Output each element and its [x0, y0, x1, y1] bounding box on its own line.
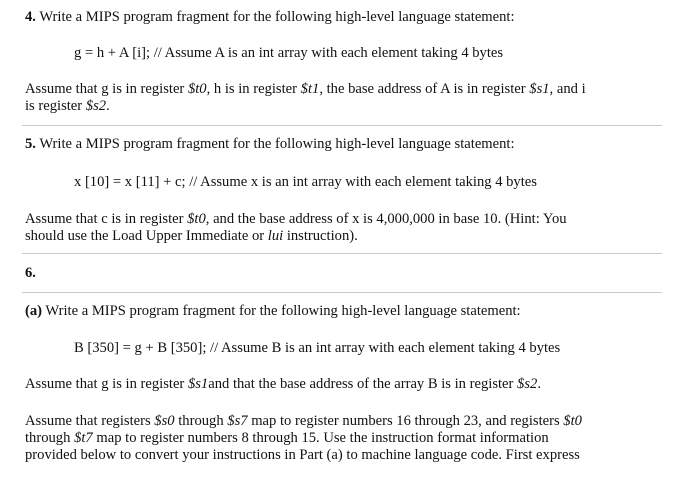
q6-mapping-line-3: provided below to convert your instructions in Part (a) to machine language code. First express: [25, 447, 580, 463]
q5-text: instruction).: [283, 228, 358, 244]
q6-number: 6.: [25, 265, 36, 281]
q5-register: $t0: [187, 211, 206, 227]
q5-text: Assume that c is in register: [25, 211, 188, 227]
section-divider: [22, 253, 662, 254]
q6-register: $t7: [74, 430, 93, 446]
q6-assumption: [25, 376, 541, 393]
section-divider: [22, 292, 662, 293]
q4-register: $t1: [300, 81, 320, 97]
q6-mapping-line-2: [25, 430, 549, 447]
q4-text: Assume that g is in register: [25, 81, 188, 97]
q5-statement: x [10] = x [11] + c; // Assume x is an int array with each element taking 4 bytes: [74, 174, 537, 190]
q6-part-a-label: (a): [25, 303, 43, 319]
q4-header: [25, 9, 515, 26]
q6-register: $t0: [563, 413, 582, 429]
q6-register: $s0: [154, 413, 175, 429]
q4-text: is register: [25, 98, 86, 114]
section-divider: [22, 125, 662, 126]
q4-header-text: Write a MIPS program fragment for the following high-level language statement:: [39, 9, 515, 25]
q4-text: , h is in register: [206, 81, 301, 97]
q6-part-a-header-text: Write a MIPS program fragment for the following high-level language statement:: [42, 303, 521, 319]
q4-number: 4.: [25, 9, 36, 25]
q6-register: $s7: [227, 413, 248, 429]
q4-statement: g = h + A [i]; // Assume A is an int array with each element taking 4 bytes: [74, 45, 504, 61]
q6-part-a-header: [25, 303, 521, 320]
q4-assumption-line-1: [25, 81, 586, 98]
q6-text: Assume that g is in register: [25, 376, 188, 392]
q6-text: map to register numbers 8 through 15. Use the instruction format information: [92, 430, 549, 446]
q5-text: , and the base address of x is 4,000,000 in base 10. (Hint: You: [205, 211, 567, 227]
q4-text: , and i: [549, 81, 586, 97]
q6-text: map to register numbers 16 through 23, and registers: [247, 413, 564, 429]
q5-header-text: Write a MIPS program fragment for the following high-level language statement:: [39, 136, 515, 152]
q5-lui: lui: [267, 228, 284, 244]
q6-text: .: [537, 376, 541, 392]
q6-register: $s1: [187, 376, 209, 392]
q4-register: $t0: [187, 81, 207, 97]
q6-mapping-line-1: [25, 413, 582, 430]
q6-register: $s2: [517, 376, 538, 392]
q4-register: $s2: [85, 98, 107, 114]
q5-assumption-line-2: [25, 228, 358, 245]
q4-assumption-line-2: [25, 98, 110, 115]
q5-header: [25, 136, 515, 153]
q6-statement: B [350] = g + B [350]; // Assume B is an int array with each element taking 4 bytes: [74, 340, 561, 356]
q5-text: should use the Load Upper Immediate or: [25, 228, 268, 244]
q4-text: , the base address of A is in register: [319, 81, 530, 97]
q5-assumption-line-1: [25, 211, 567, 228]
q6-text: through: [25, 430, 75, 446]
q6-text: through: [174, 413, 228, 429]
q6-text: and that the base address of the array B is in register: [208, 376, 518, 392]
q5-number: 5.: [25, 136, 36, 152]
q4-text: .: [106, 98, 110, 114]
q6-text: Assume that registers: [25, 413, 155, 429]
q4-register: $s1: [529, 81, 550, 97]
